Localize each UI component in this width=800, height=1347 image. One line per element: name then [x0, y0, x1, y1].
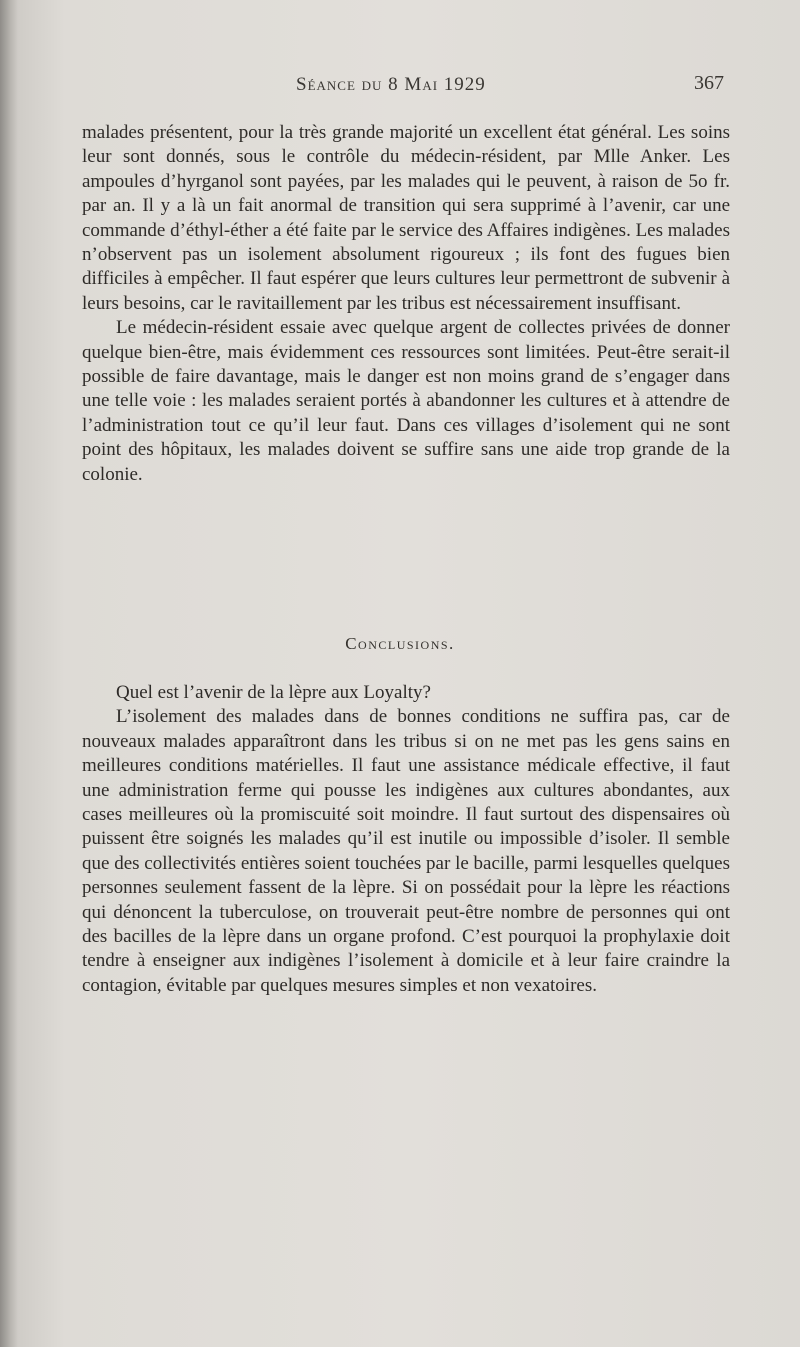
text-block-top: [82, 121, 730, 487]
paragraph-continued: malades présentent, pour la très grande majorité un excellent état général. Les soins leur sont donnés, sous le contrôle du médecin-résident, par Mlle Anker. Les ampoules d’hyrganol sont payées, par les malades qui le peuvent, à raison de 5o fr. par an. Il y a là un fait anormal de transition qui sera supprimé à l’avenir, car une commande d’éthyl-éther a été faite par le service des Affaires indigènes. Les malades n’observent pas un isolement absolument rigoureux ; ils font des fugues bien difficiles à empêcher. Il faut espérer que leurs cultures leur permettront de subvenir à leurs besoins, car le ravitaillement par les tribus est nécessairement insuffisant.: [82, 122, 731, 314]
paragraph: L’isolement des malades dans de bonnes conditions ne suffira pas, car de nouveaux malades apparaîtront dans les tribus si on ne met pas les gens sains en meilleures conditions matérielles. Il faut une assistance médicale effective, il faut une administration ferme qui pousse les indigènes aux cultures abondantes, aux cases meilleures où la promiscuité soit moindre. Il faut surtout des dispensaires où puissent être soignés les malades qu’il est inutile ou impossible d’isoler. Il semble que des collectivités entières soient touchées par le bacille, parmi lesquelles quelques personnes seulement fassent de la lèpre. Si on possédait pour la lèpre les réactions qui dénoncent la tuberculose, on trouverait peut-être nombre de personnes qui ont des bacilles de la lèpre dans un organe profond. C’est pourquoi la prophylaxie doit tendre à enseigner aux indigènes l’isolement à domicile et à leur faire craindre la contagion, évitable par quelques mesures simples et non vexatoires.: [82, 706, 730, 996]
paragraph: Le médecin-résident essaie avec quelque argent de collectes privées de donner quelque bien-être, mais évidemment ces ressources sont limitées. Peut-être serait-il possible de faire davantage, mais le danger est non moins grand de s’engager dans une telle voie : les malades seraient portés à abandonner les cultures et à attendre de l’administration tout ce qu’il leur faut. Dans ces villages d’isolement qui ne sont point des hôpitaux, les malades doivent se suffire sans une aide trop grande de la colonie.: [82, 317, 730, 485]
section-heading-conclusions: Conclusions.: [345, 634, 455, 653]
page-number: 367: [694, 72, 724, 94]
running-title: Séance du 8 Mai 1929: [296, 74, 486, 95]
text-block-conclusions: [82, 681, 730, 998]
page-binding-edge: [0, 0, 18, 1347]
running-head: [0, 72, 800, 102]
paragraph-question: Quel est l’avenir de la lèpre aux Loyalty?: [116, 682, 431, 703]
